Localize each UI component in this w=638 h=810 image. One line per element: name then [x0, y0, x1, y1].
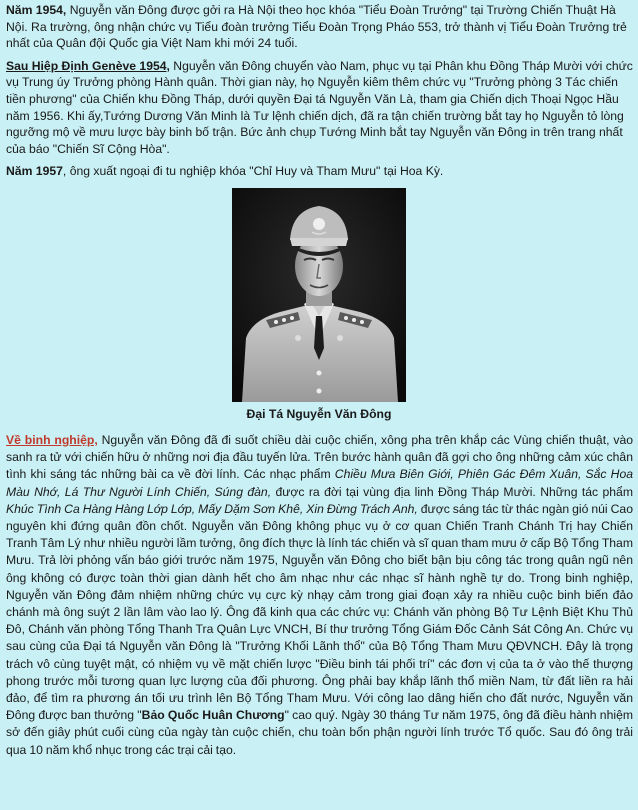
- portrait-photo: [232, 188, 406, 402]
- paragraph-lead: Sau Hiệp Định Genève 1954,: [6, 58, 170, 73]
- paragraph-military-career: [6, 432, 633, 759]
- paragraph-text: Nguyễn văn Đông chuyển vào Nam, phục vụ tại Phân khu Đồng Tháp Mười với chức vụ Trung úy Trưởng phòng Hành quân. Thời gian này, họ Nguyễn kiêm thêm chức vụ "Trưởng phòng 3 Tác chiến tiền phương" của Chiến khu Đồng Tháp, dưới quyền Đại tá Nguyễn Văn Là, tham gia Chiến dịch Thoại Ngọc Hầu năm 1956. Khi ấy,Tướng Dương Văn Minh là Tư lệnh chiến dịch, đã ra tận chiến trường bắt tay họ Nguyễn tỏ lòng ngưỡng mộ về mưu lược bày binh bố trận. Bức ảnh chụp Tướng Minh bắt tay Nguyễn văn Đông in trên trang nhất của báo "Chiến Sĩ Cộng Hòa".: [6, 58, 633, 156]
- photo-caption: Đại Tá Nguyễn Văn Đông: [246, 406, 392, 421]
- paragraph-1954: [6, 2, 633, 52]
- section-heading: Về binh nghiệp,: [6, 432, 98, 447]
- paragraph-text: Nguyễn văn Đông được gởi ra Hà Nội theo học khóa "Tiểu Đoàn Trưởng" tại Trường Chiến Thuật Hà Nội. Ra trường, ông nhận chức vụ Tiểu đoàn trưởng Tiểu Đoàn Trọng Pháo 553, trở thành vị Tiểu Đoàn Trưởng trẻ nhất của Quân đội Quốc gia Việt Nam khi mới 24 tuổi.: [6, 3, 627, 51]
- paragraph-1957: [6, 163, 633, 180]
- song-titles: Chiều Mưa Biên Giới, Phiên Gác Đêm Xuân, Sắc Hoa Màu Nhớ, Lá Thư Người Lính Chiến, Súng đàn,: [6, 467, 633, 499]
- medal-name: Bảo Quốc Huân Chương: [141, 708, 285, 723]
- paragraph-text: " cao quý. Ngày 30 tháng Tư năm 1975, ông đã điều hành nhiệm sở đến giây phút cuối cùng của ngày tàn cuộc chiến, chu toàn bổn phận người lính trước Tổ quốc. Sau đó ông trải qua 10 năm khổ nhục trong các trại cải tạo.: [6, 708, 633, 757]
- photo-figure: [0, 188, 638, 422]
- song-titles: Khúc Tình Ca Hàng Hàng Lớp Lớp, Mấy Dặm Sơn Khê, Xin Đừng Trách Anh,: [6, 501, 418, 516]
- paragraph-lead: Năm 1957: [6, 164, 63, 179]
- paragraph-geneve: [6, 58, 633, 158]
- paragraph-text: được sáng tác từ thác ngàn gió núi Cao nguyên khi đứng quân đồn chốt. Nguyễn văn Đông không phục vụ ở cơ quan Chiến Tranh Chánh Trị hay Chiến Tranh Tâm Lý như nhiều người lầm tưởng, ông đích thực là lính tác chiến và sĩ quan tham mưu ở cấp Bộ Tổng Tham Mưu. Trả lời phỏng vấn báo giới trước năm 1975, Nguyễn văn Đông cho biết bận bịu công tác trong quân ngũ nên ông không có được toàn thời gian dành hết cho âm nhạc như các nhạc sĩ hành nghề tự do. Trong binh nghiệp, Nguyễn văn Đông đảm nhiệm những chức vụ cực kỳ nhạy cảm trong giai đoạn xảy ra nhiều cuộc binh biến đảo chánh mà ông suýt 2 lần lâm vào lao lý. Ông đã kinh qua các chức vụ: Chánh văn phòng Bộ Tư Lệnh Biệt Khu Thủ Đô, Chánh văn phòng Tổng Thanh Tra Quân Lực VNCH, Bí thư trưởng Tổng Giám Đốc Cảnh Sát Công An. Chức vụ sau cùng của Đại tá Nguyễn văn Đông là "Trưởng Khối Lãnh thổ" của Bộ Tổng Tham Mưu QĐVNCH. Đây là trọng trách vô cùng tuyệt mật, có nhiệm vụ về mặt chiến lược "Điều binh tái phối trí" các đơn vị của ta ở vào thế thượng phong trước mỗi tương quan lực lượng của đối phương. Ông phải bay khắp lãnh thổ miền Nam, từ đất liền ra hải đảo, để tìm ra phương án tối ưu trình lên Bộ Tổng Tham Mưu. Với công lao dâng hiến cho đất nước, Nguyễn văn Đông được ban thưởng ": [6, 501, 633, 723]
- paragraph-text: được ra đời tại vùng địa linh Đồng Tháp Mười. Những tác phẩm: [271, 484, 633, 499]
- paragraph-lead: Năm 1954,: [6, 3, 67, 17]
- paragraph-text: , ông xuất ngoại đi tu nghiệp khóa "Chỉ Huy và Tham Mưu" tại Hoa Kỳ.: [62, 164, 444, 179]
- paragraph-text: Nguyễn văn Đông đã đi suốt chiều dài cuộc chiến, xông pha trên khắp các Vùng chiến thuật, vào sanh ra tử với chiến hữu ở những nơi địa đầu tuyến lửa. Trên bước hành quân đã gợi cho ông những cảm xúc chân tình khi sáng tác những bài ca về đời lính. Các nhạc phẩm: [6, 432, 633, 482]
